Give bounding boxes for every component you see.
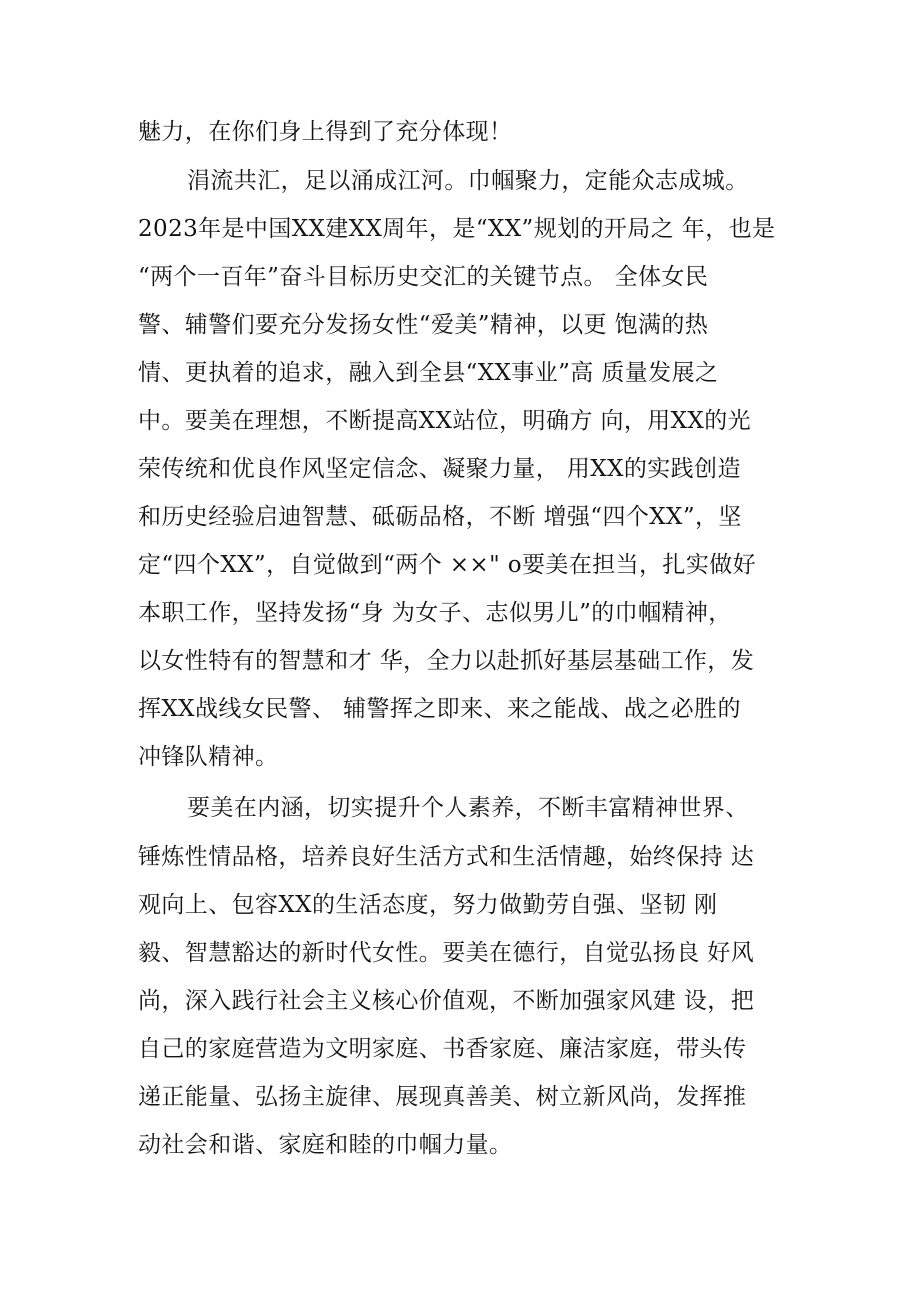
text-line: 定“四个XX”，自觉做到“两个 ××" o要美在担当，扎实做好 bbox=[138, 552, 757, 578]
text-line: 以女性特有的智慧和才 华，全力以赴抓好基层基础工作，发 bbox=[138, 648, 755, 674]
text-line: 荣传统和优良作风坚定信念、凝聚力量， 用XX的实践创造 bbox=[138, 456, 741, 482]
text-line: 2023年是中国XX建XX周年，是“XX”规划的开局之 年，也是 bbox=[138, 216, 776, 242]
text-line: “两个一百年”奋斗目标历史交汇的关键节点。 全体女民 bbox=[138, 264, 709, 290]
text-line: 警、辅警们要充分发扬女性“爱美”精神，以更 饱满的热 bbox=[138, 312, 709, 338]
text-line: 魅力，在你们身上得到了充分体现！ bbox=[138, 119, 513, 145]
text-line: 要美在内涵，切实提升个人素养，不断丰富精神世界、 bbox=[187, 795, 749, 821]
text-line: 冲锋队精神。 bbox=[138, 744, 279, 770]
text-line: 递正能量、弘扬主旋律、展现真善美、树立新风尚，发挥推 bbox=[138, 1084, 747, 1110]
text-line: 观向上、包容XX的生活态度，努力做勤劳自强、坚韧 刚 bbox=[138, 892, 718, 918]
text-line: 尚，深入践行社会主义核心价值观，不断加强家风建 设，把 bbox=[138, 988, 755, 1014]
text-line: 挥XX战线女民警、 辅警挥之即来、来之能战、战之必胜的 bbox=[138, 696, 741, 722]
text-line: 动社会和谐、家庭和睦的巾帼力量。 bbox=[138, 1132, 513, 1158]
text-line: 毅、智慧豁达的新时代女性。要美在德行，自觉弘扬良 好风 bbox=[138, 940, 755, 966]
text-line: 情、更执着的追求，融入到全县“XX事业”高 质量发展之 bbox=[138, 360, 719, 386]
text-line: 自己的家庭营造为文明家庭、书香家庭、廉洁家庭，带头传 bbox=[138, 1036, 747, 1062]
text-line: 锤炼性情品格，培养良好生活方式和生活情趣，始终保持 达 bbox=[138, 844, 755, 870]
text-line: 涓流共汇，足以涌成江河。巾帼聚力，定能众志成城。 bbox=[187, 168, 749, 194]
text-line: 中。要美在理想，不断提高XX站位，明确方 向，用XX的光 bbox=[138, 408, 752, 434]
text-line: 和历史经验启迪智慧、砥砺品格，不断 增强“四个XX”，坚 bbox=[138, 504, 742, 530]
text-line: 本职工作，坚持发扬“身 为女子、志似男儿”的巾帼精神， bbox=[138, 600, 732, 626]
